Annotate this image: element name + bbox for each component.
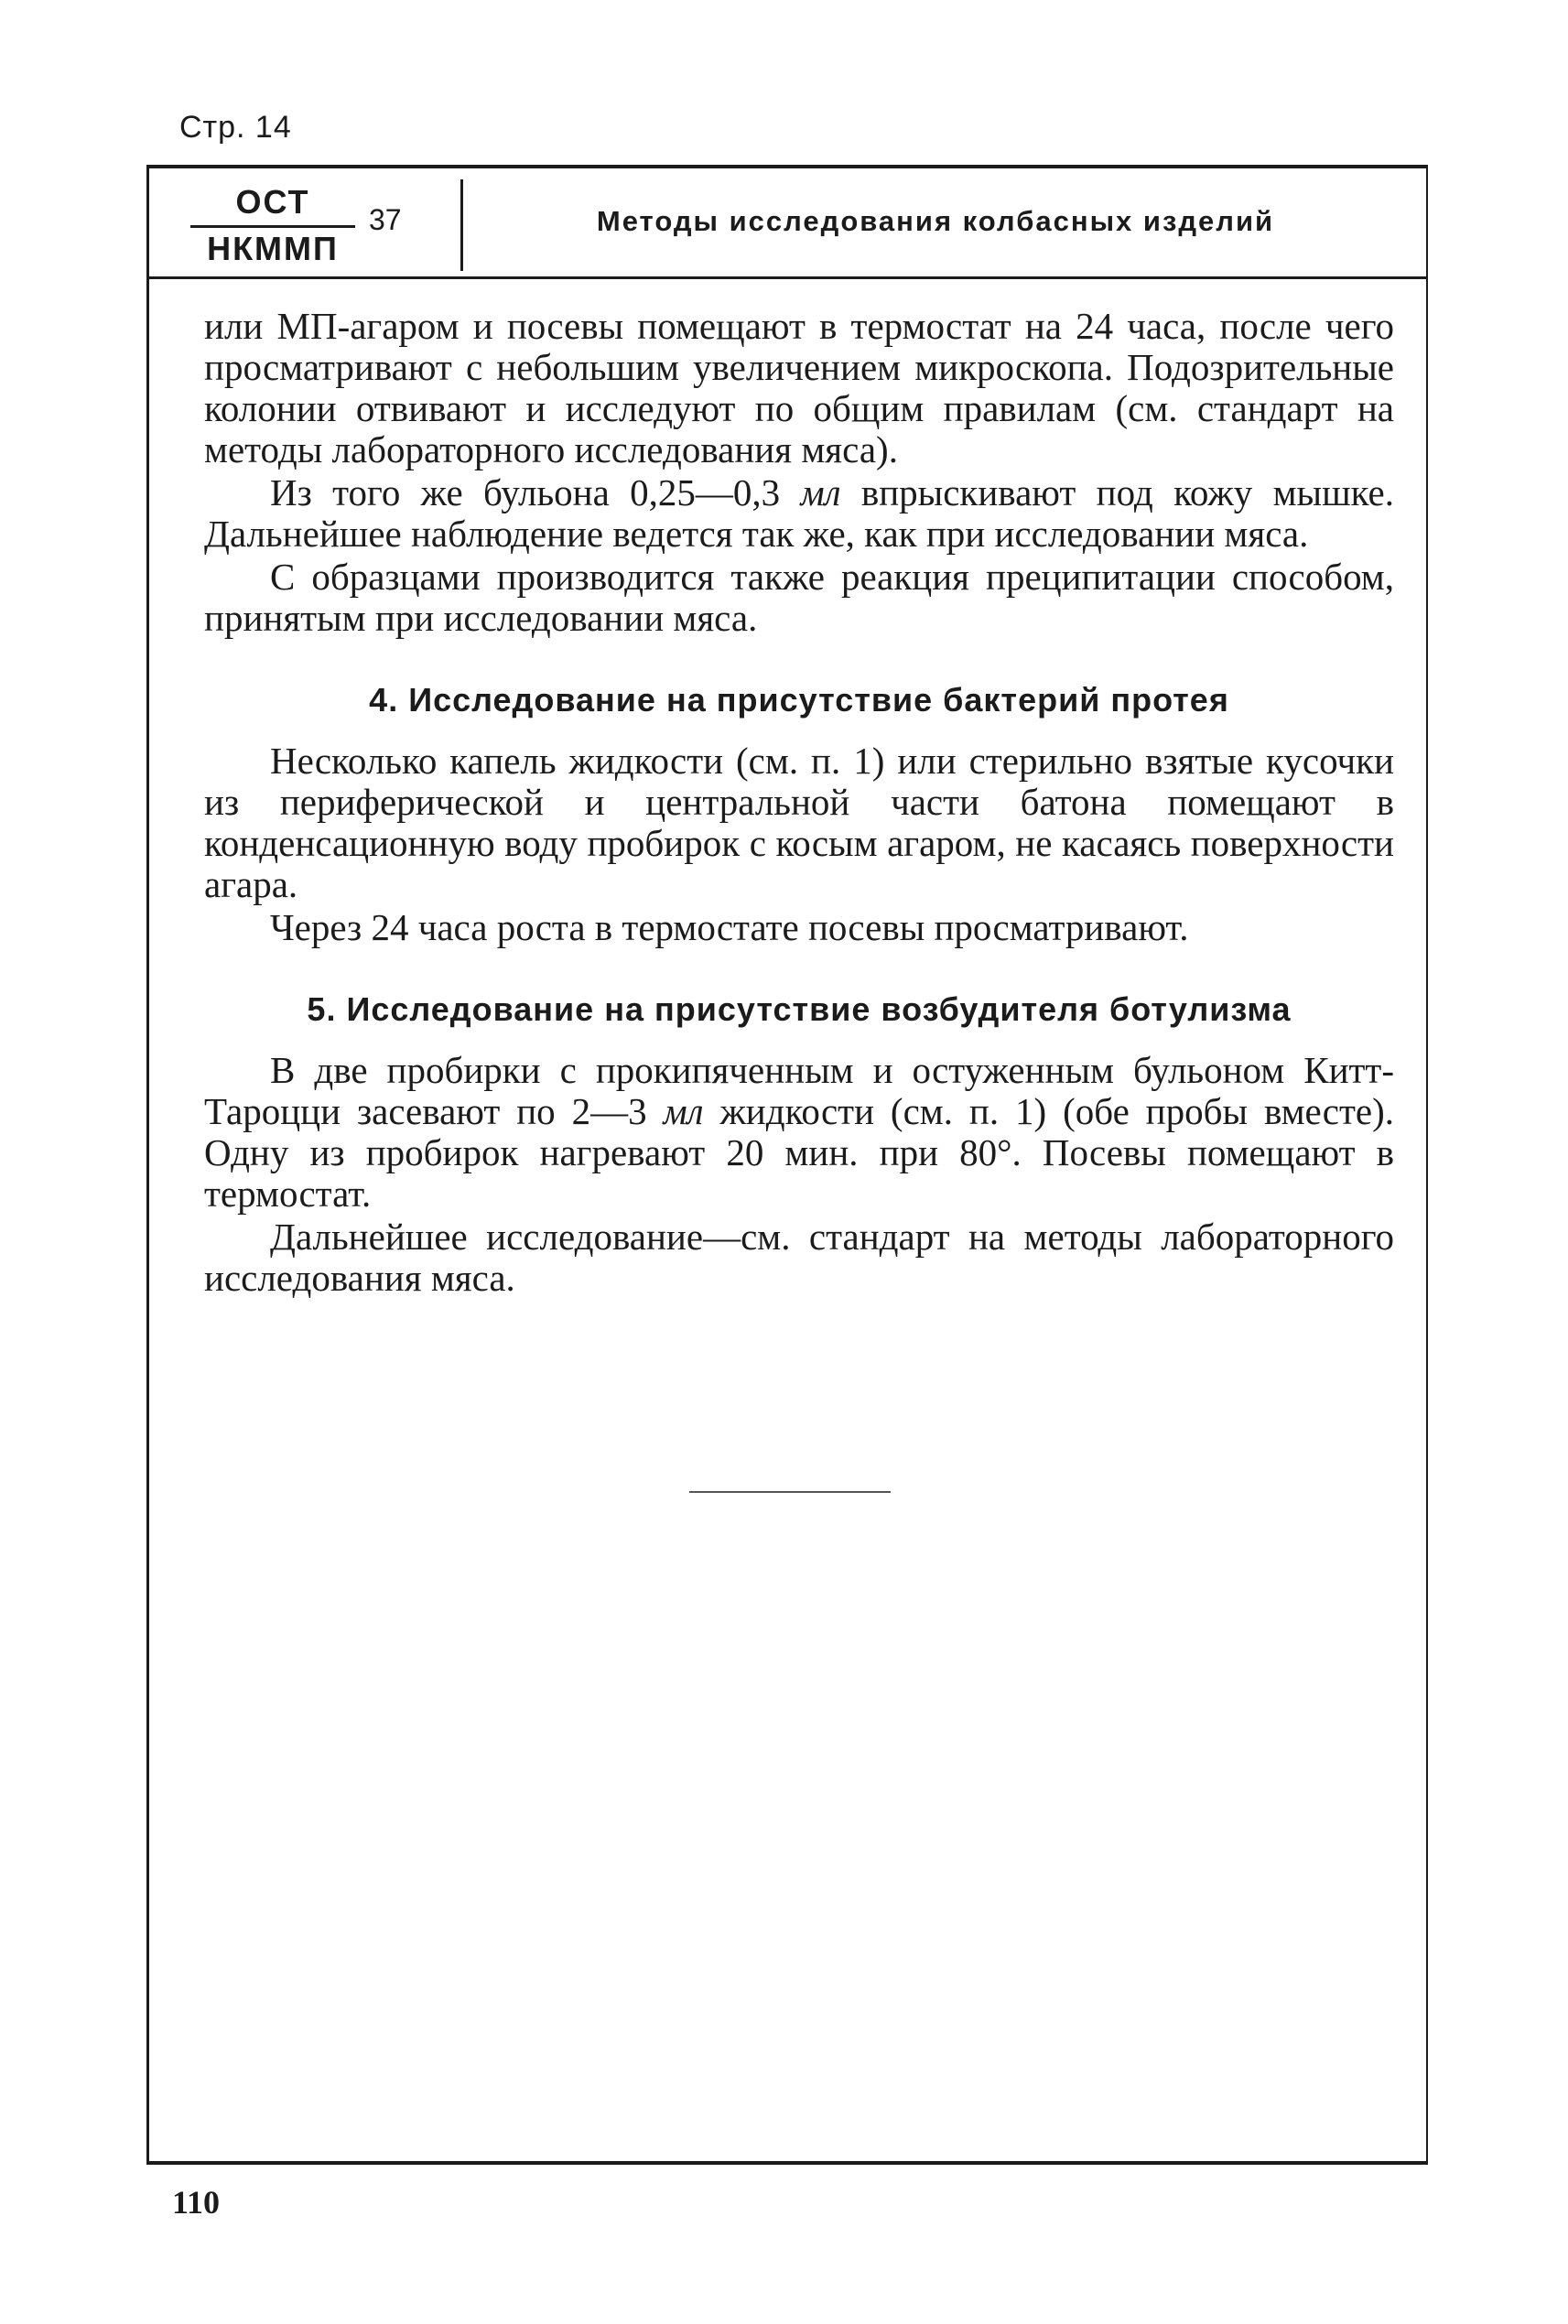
unit-ml: мл — [800, 471, 841, 513]
intro-paragraph-3: С образцами производится также реакция преципитации способом, принятым при исследовании мяса. — [204, 556, 1394, 639]
page-content — [204, 306, 1394, 1301]
section-5-paragraph-1 — [204, 1050, 1394, 1215]
document-title: Методы исследования колбасных изделий — [596, 205, 1275, 237]
section-4-paragraph-2: Через 24 часа роста в термостате посевы просматривают. — [270, 906, 1189, 948]
intro-paragraph-2-start: Из того же бульона 0,25—0,3 — [270, 471, 801, 513]
intro-paragraph-2-end: впрыскивают под кожу мышке. Дальнейшее наблюдение ведется так же, как при исследовании мяса. — [204, 471, 1394, 555]
standard-number: 37 — [369, 203, 402, 236]
page-number: 110 — [172, 2184, 221, 2221]
section-4-paragraph-1: Несколько капель жидкости (см. п. 1) или стерильно взятые кусочки из периферической и центральной части батона помещают в конденсационную воду пробирок с косым агаром, не касаясь поверхности агара. — [204, 740, 1394, 905]
section-5-heading: 5. Исследование на присутствие возбудителя ботулизма — [307, 990, 1292, 1028]
document-header — [149, 168, 1426, 279]
section-5-paragraph-2: Дальнейшее исследование—см. стандарт на методы лабораторного исследования мяса. — [204, 1216, 1394, 1299]
section-4-heading: 4. Исследование на присутствие бактерий протея — [369, 681, 1229, 719]
page-frame — [146, 165, 1428, 2165]
end-rule — [689, 1491, 891, 1493]
standard-code-top: ОСТ — [190, 183, 355, 228]
standard-code-bottom: НКММП — [207, 230, 339, 267]
intro-paragraph-2 — [204, 472, 1394, 555]
section-5-paragraph-1-start: В две пробирки с прокипяченным и остуженным бульоном Китт-Тароцци засевают по 2—3 — [204, 1049, 1394, 1132]
section-5-paragraph-1-end: жидкости (см. п. 1) (обе пробы вместе). Одну из пробирок нагревают 20 мин. при 80°. Посевы помещают в термостат. — [204, 1090, 1394, 1215]
intro-paragraph-1: или МП-агаром и посевы помещают в термостат на 24 часа, после чего просматривают с небольшим увеличением микроскопа. Подозрительные колонии отвивают и исследуют по общим правилам (см. стандарт на методы лабораторного исследования мяса). — [204, 305, 1394, 470]
unit-ml: мл — [663, 1090, 704, 1132]
standard-code — [190, 183, 355, 268]
page-label: Стр. 14 — [179, 110, 292, 145]
